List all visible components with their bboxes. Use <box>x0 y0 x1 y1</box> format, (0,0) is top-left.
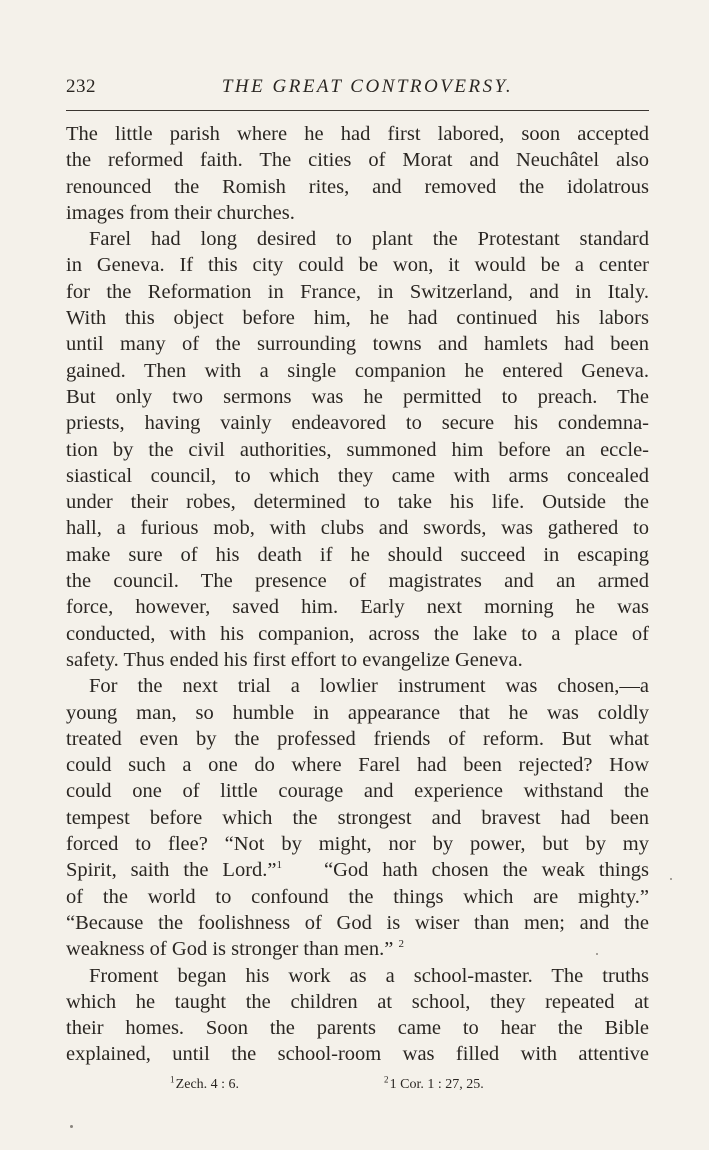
text-line: tion by the civil authorities, summoned him before an eccle- <box>66 438 649 461</box>
text-line: forced to flee? “Not by might, nor by power, but by my <box>66 833 649 856</box>
text-line: which he taught the children at school, they repeated at <box>66 990 649 1013</box>
footnote-text: 1 Cor. 1 : 27, 25. <box>389 1077 484 1092</box>
text-line: of the world to confound the things which are mighty.” <box>66 885 649 908</box>
footnote-text: Zech. 4 : 6. <box>175 1077 240 1092</box>
text-line: in Geneva. If this city could be won, it would be a center <box>66 254 649 277</box>
footnote-number: 1 <box>170 1074 175 1085</box>
text-line: The little parish where he had first labored, soon accepted <box>66 123 649 145</box>
body-text <box>66 121 649 1068</box>
paragraph <box>66 673 649 962</box>
text-line: young man, so humble in appearance that he was coldly <box>66 701 649 724</box>
text-line: for the Reformation in France, in Switzerland, and in Italy. <box>66 280 649 303</box>
text-line-with-footnote <box>66 936 649 962</box>
footnote <box>170 1074 240 1093</box>
text-segment: Spirit, saith the Lord.” <box>66 859 277 882</box>
print-speck <box>596 953 598 955</box>
text-line: siastical council, to which they came with arms concealed <box>66 464 649 487</box>
text-line: images from their churches. <box>66 201 295 224</box>
text-line: hall, a furious mob, with clubs and swords, was gathered to <box>66 517 649 540</box>
text-line: But only two sermons was he permitted to preach. The <box>66 385 649 408</box>
text-line: priests, having vainly endeavored to secure his condemna- <box>66 412 649 435</box>
page-number: 232 <box>66 76 96 97</box>
text-line: explained, until the school-room was filled with attentive <box>66 1043 649 1066</box>
print-speck <box>70 1125 73 1128</box>
footnote-marker: 1 <box>276 859 283 872</box>
text-line: make sure of his death if he should succeed in escaping <box>66 543 649 566</box>
header-rule <box>66 110 649 111</box>
text-line: under their robes, determined to take his life. Outside the <box>66 491 649 514</box>
text-line: could such a one do where Farel had been rejected? How <box>66 754 649 777</box>
text-line: renounced the Romish rites, and removed the idolatrous <box>66 175 649 198</box>
text-line: With this object before him, he had continued his labors <box>66 307 649 330</box>
text-line: the reformed faith. The cities of Morat and Neuchâtel also <box>66 149 649 172</box>
paragraph <box>66 226 649 673</box>
text-line: Froment began his work as a school-master. The truths <box>89 964 649 987</box>
text-line: treated even by the professed friends of reform. But what <box>66 727 649 750</box>
text-line: force, however, saved him. Early next morning he was <box>66 596 649 619</box>
text-line: their homes. Soon the parents came to hear the Bible <box>66 1017 649 1040</box>
page-header <box>66 76 649 100</box>
text-line: until many of the surrounding towns and hamlets had been <box>66 333 649 356</box>
footnote <box>384 1074 484 1093</box>
text-line: tempest before which the strongest and bravest had been <box>66 806 649 829</box>
text-line: For the next trial a lowlier instrument was chosen,—a <box>89 675 649 698</box>
text-line: could one of little courage and experience withstand the <box>66 780 649 803</box>
text-line: the council. The presence of magistrates and an armed <box>66 570 649 593</box>
text-segment: weakness of God is stronger than men.” <box>66 938 394 961</box>
paragraph <box>66 121 649 226</box>
footnote-number: 2 <box>384 1074 389 1085</box>
text-line-with-footnote <box>66 857 649 883</box>
text-line: safety. Thus ended his first effort to evangelize Geneva. <box>66 648 523 671</box>
text-line: conducted, with his companion, across the lake to a place of <box>66 622 649 645</box>
text-line: Farel had long desired to plant the Protestant standard <box>89 228 649 251</box>
text-segment: “God hath chosen the weak things <box>324 859 650 882</box>
paragraph <box>66 963 649 1068</box>
running-title: THE GREAT CONTROVERSY. <box>221 76 514 97</box>
footnote-marker: 2 <box>398 938 404 951</box>
text-line: “Because the foolishness of God is wiser than men; and the <box>66 911 649 934</box>
text-line: gained. Then with a single companion he entered Geneva. <box>66 359 649 382</box>
print-speck <box>670 878 672 880</box>
